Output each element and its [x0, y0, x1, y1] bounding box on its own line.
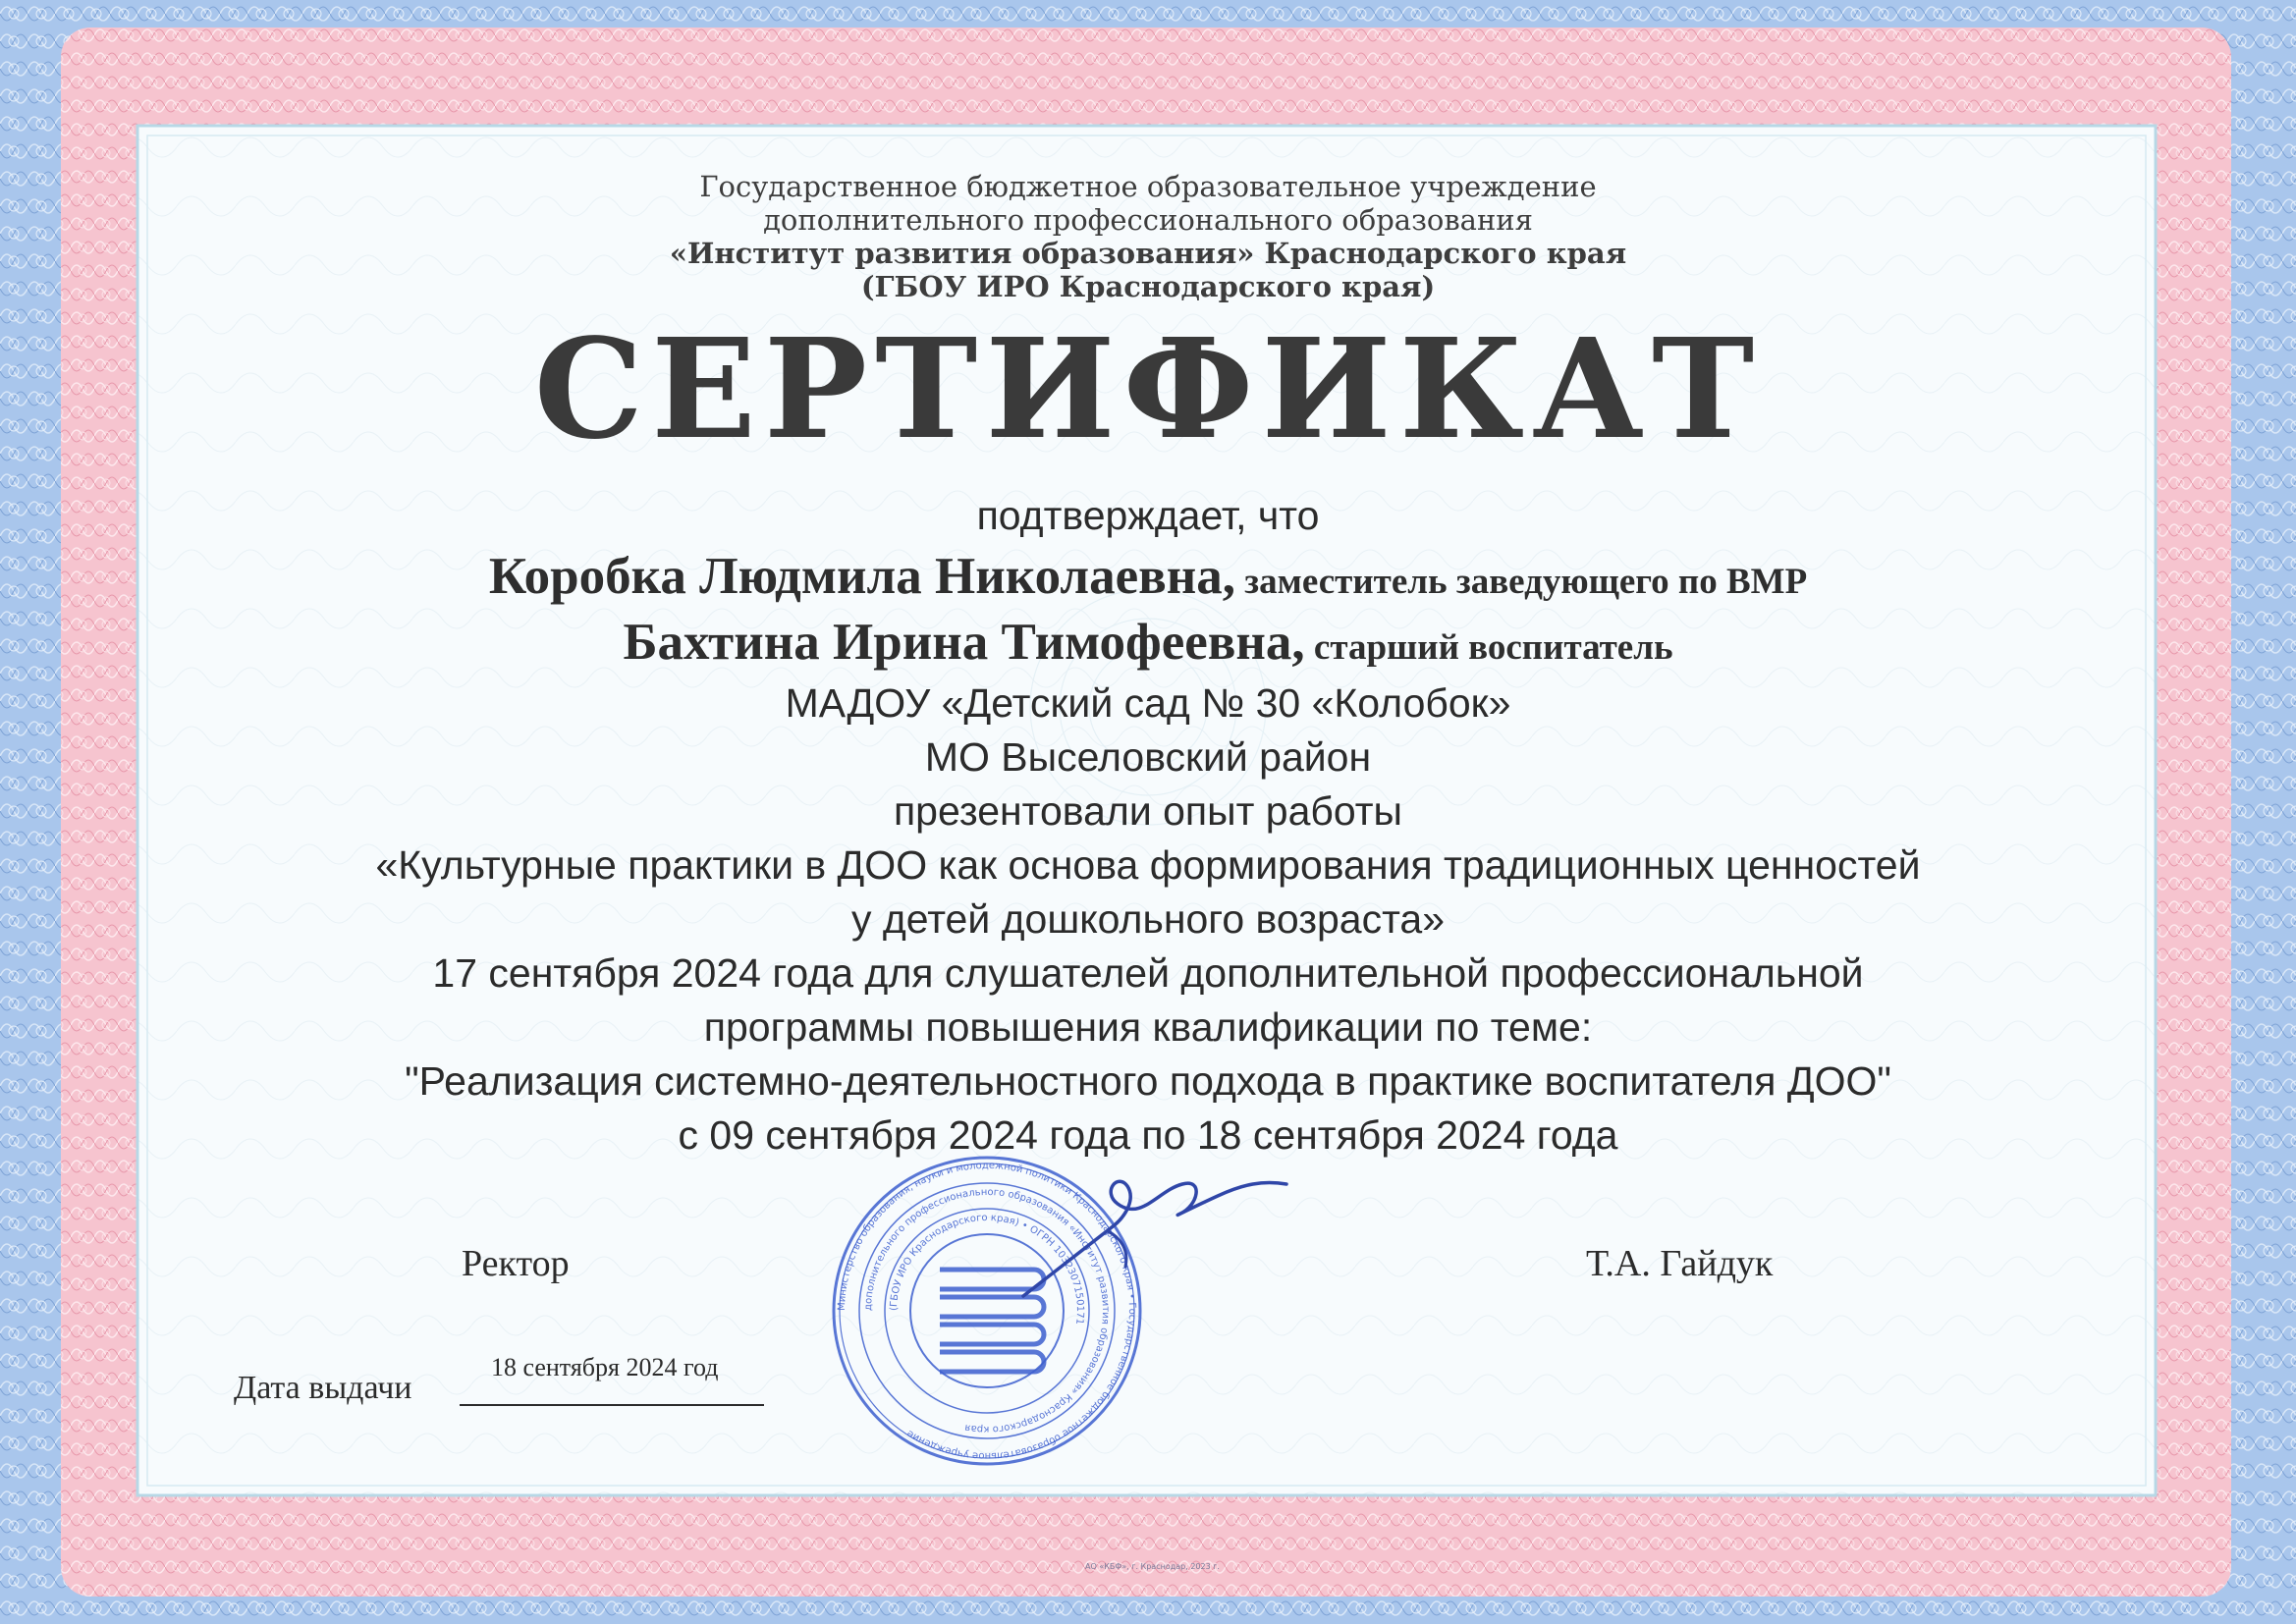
- institution: МАДОУ «Детский сад № 30 «Колобок»: [785, 680, 1511, 726]
- rector-name: Т.А. Гайдук: [1586, 1243, 1774, 1284]
- org-line-1: Государственное бюджетное образовательное учреждение: [699, 170, 1597, 203]
- org-name-bold: «Институт развития образования»: [669, 237, 1255, 270]
- org-line-4: (ГБОУ ИРО Краснодарского края): [860, 270, 1436, 303]
- stamp-outer-text: Министерство образования, науки и молодежной политики Краснодарского края • Государственное бюджетное образовательное учреждение: [836, 1160, 1138, 1462]
- person-2-role: старший воспитатель: [1304, 627, 1673, 668]
- printer-note: АО «КБФ», г. Краснодар, 2023 г.: [1085, 1562, 1220, 1571]
- topic-line-2: у детей дошкольного возраста»: [850, 896, 1446, 942]
- program-topic: "Реализация системно-деятельностного подхода в практике воспитателя ДОО": [405, 1058, 1891, 1104]
- issue-date-underline: [460, 1404, 764, 1406]
- person-1-name: Коробка Людмила Николаевна,: [488, 548, 1236, 605]
- stamp-middle-text: дополнительного профессионального образования «Институт развития образования» Краснодарского края: [862, 1186, 1112, 1435]
- topic-line-1: «Культурные практики в ДОО как основа формирования традиционных ценностей: [375, 842, 1921, 888]
- stamp-inner-text: (ГБОУ ИРО Краснодарского края) • ОГРН 1032307150171: [888, 1212, 1086, 1326]
- rector-label: Ректор: [462, 1243, 570, 1284]
- org-line-3: [0, 236, 2296, 272]
- org-region: Краснодарского края: [1254, 237, 1627, 270]
- person-2-name: Бахтина Ирина Тимофеевна,: [623, 614, 1305, 671]
- confirms-text: подтверждает, что: [976, 493, 1320, 538]
- date-line: 17 сентября 2024 года для слушателей дополнительной профессиональной: [432, 950, 1864, 996]
- certificate-title: СЕРТИФИКАТ: [533, 309, 1763, 470]
- person-1-role: заместитель заведующего по ВМР: [1235, 562, 1808, 602]
- program-line: программы повышения квалификации по теме:: [703, 1004, 1593, 1050]
- presented-text: презентовали опыт работы: [893, 788, 1403, 834]
- district: МО Выселовский район: [924, 734, 1372, 780]
- course-period: с 09 сентября 2024 года по 18 сентября 2024 года: [678, 1112, 1618, 1158]
- rector-signature: [1011, 1159, 1306, 1316]
- org-line-2: дополнительного профессионального образования: [763, 203, 1533, 237]
- issue-label: Дата выдачи: [234, 1370, 412, 1406]
- issue-date: 18 сентября 2024 год: [491, 1353, 719, 1381]
- person-1: [0, 547, 2296, 606]
- person-2: [0, 613, 2296, 672]
